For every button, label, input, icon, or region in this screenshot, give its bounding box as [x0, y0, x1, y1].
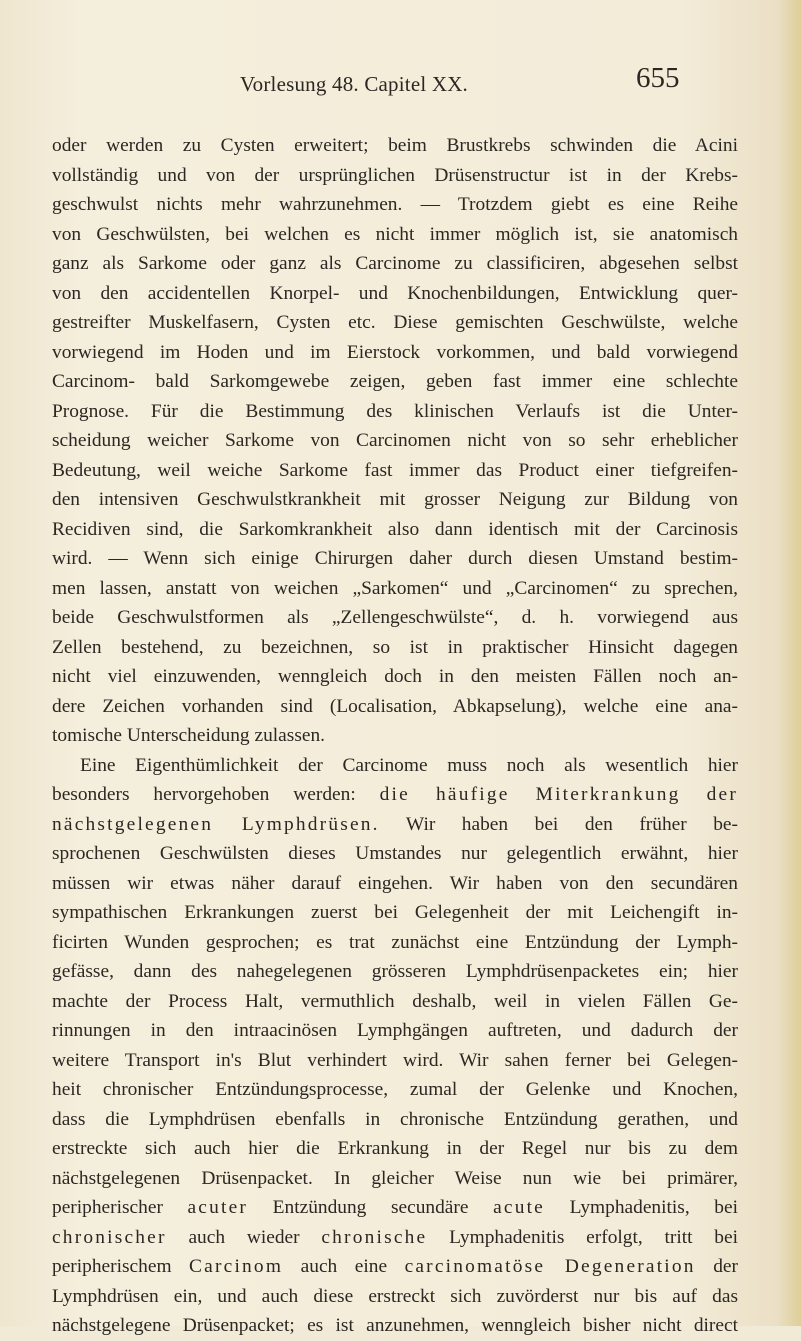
text-line: tomische Unterscheidung zulassen.	[52, 725, 326, 746]
text-line: von den accidentellen Knorpel- und Knochenbildungen, Entwicklung quer-	[52, 282, 738, 304]
text-line: Lymphdrüsen ein, und auch diese erstreckt sich zuvörderst nur bis auf das	[52, 1285, 738, 1307]
text-line-mixed	[52, 780, 738, 810]
text-run: peripherischer	[52, 1197, 163, 1218]
text-line: scheidung weicher Sarkome von Carcinomen nicht von so sehr erheblicher	[52, 430, 738, 451]
text-line: vollständig und von der ursprünglichen Drüsenstructur ist in der Krebs-	[52, 164, 738, 186]
text-line: nächstgelegene Drüsenpacket; es ist anzunehmen, wenngleich bisher nicht direct	[52, 1315, 738, 1336]
text-line: geschwulst nichts mehr wahrzunehmen. — Trotzdem giebt es eine Reihe	[52, 194, 738, 215]
text-run: Wir haben bei den früher be-	[405, 813, 738, 835]
page-edge-shadow	[777, 0, 801, 1326]
text-line: rinnungen in den intraacinösen Lymphgängen auftreten, und dadurch der	[52, 1020, 738, 1041]
text-line: gefässe, dann des nahegelegenen grösseren Lymphdrüsenpacketes ein; hier	[52, 961, 738, 982]
running-head: Vorlesung 48. Capitel XX.	[240, 72, 469, 96]
text-line-mixed	[52, 810, 738, 840]
emphasis-spaced: nächstgelegenen Lymphdrüsen.	[52, 813, 380, 835]
text-line: vorwiegend im Hoden und im Eierstock vorkommen, und bald vorwiegend	[52, 341, 738, 363]
text-line: müssen wir etwas näher darauf eingehen. Wir haben von den secundären	[52, 872, 738, 894]
text-line: erstreckte sich auch hier die Erkrankung in der Regel nur bis zu dem	[52, 1138, 738, 1159]
emphasis-spaced: Carcinom	[189, 1256, 284, 1277]
text-run: besonders hervorgehoben werden:	[52, 784, 356, 805]
text-run: Lymphadenitis, bei	[569, 1197, 738, 1218]
emphasis-spaced: chronischer	[52, 1226, 167, 1248]
emphasis-spaced: chronische	[321, 1226, 428, 1248]
text-run: Lymphadenitis erfolgt, tritt bei	[449, 1226, 738, 1248]
text-run: auch wieder	[188, 1226, 300, 1248]
body-text	[52, 131, 738, 1341]
text-line: Zellen bestehend, zu bezeichnen, so ist in praktischer Hinsicht dagegen	[52, 636, 738, 658]
text-line: wird. — Wenn sich einige Chirurgen daher durch diesen Umstand bestim-	[52, 548, 738, 569]
text-line: nächstgelegenen Drüsenpacket. In gleicher Weise nun wie bei primärer,	[52, 1167, 738, 1189]
text-line: oder werden zu Cysten erweitert; beim Brustkrebs schwinden die Acini	[52, 135, 738, 156]
page-number: 655	[636, 62, 680, 94]
emphasis-spaced: acute	[493, 1197, 545, 1218]
text-line: nicht viel einzuwenden, wenngleich doch in den meisten Fällen noch an-	[52, 666, 738, 687]
text-line: machte der Process Halt, vermuthlich deshalb, weil in vielen Fällen Ge-	[52, 990, 738, 1012]
text-line: dere Zeichen vorhanden sind (Localisation, Abkapselung), welche eine ana-	[52, 695, 738, 717]
text-line-mixed	[52, 1193, 738, 1223]
text-line: Carcinom- bald Sarkomgewebe zeigen, geben fast immer eine schlechte	[52, 371, 738, 392]
text-line: Prognose. Für die Bestimmung des klinischen Verlaufs ist die Unter-	[52, 400, 738, 422]
text-line-mixed	[52, 1252, 738, 1282]
text-line-mixed	[52, 1223, 738, 1253]
text-line: Recidiven sind, die Sarkomkrankheit also dann identisch mit der Carcinosis	[52, 518, 738, 540]
text-line: men lassen, anstatt von weichen „Sarkomen“ und „Carcinomen“ zu sprechen,	[52, 577, 738, 599]
emphasis-spaced: acuter	[187, 1197, 249, 1218]
emphasis-spaced: carcinomatöse Degeneration	[404, 1256, 696, 1277]
text-line: sprochenen Geschwülsten dieses Umstandes nur gelegentlich erwähnt, hier	[52, 843, 738, 864]
text-run: Entzündung secundäre	[272, 1197, 469, 1218]
text-line: weitere Transport in's Blut verhindert wird. Wir sahen ferner bei Gelegen-	[52, 1049, 738, 1071]
text-line: gestreifter Muskelfasern, Cysten etc. Diese gemischten Geschwülste, welche	[52, 312, 738, 333]
text-line: Bedeutung, weil weiche Sarkome fast immer das Product einer tiefgreifen-	[52, 459, 738, 481]
text-run: der	[713, 1256, 738, 1277]
text-run: peripherischem	[52, 1256, 172, 1277]
text-line: dass die Lymphdrüsen ebenfalls in chronische Entzündung gerathen, und	[52, 1108, 738, 1130]
page-header	[0, 62, 801, 110]
text-line: heit chronischer Entzündungsprocesse, zumal der Gelenke und Knochen,	[52, 1079, 738, 1100]
text-line: ganz als Sarkome oder ganz als Carcinome zu classificiren, abgesehen selbst	[52, 253, 738, 274]
text-line: beide Geschwulstformen als „Zellengeschwülste“, d. h. vorwiegend aus	[52, 607, 738, 628]
text-line: sympathischen Erkrankungen zuerst bei Gelegenheit der mit Leichengift in-	[52, 902, 738, 923]
text-run: auch eine	[300, 1256, 388, 1277]
text-line: Eine Eigenthümlichkeit der Carcinome muss noch als wesentlich hier	[80, 754, 738, 776]
emphasis-spaced: die häufige Miterkrankung der	[379, 784, 738, 805]
text-line: ficirten Wunden gesprochen; es trat zunächst eine Entzündung der Lymph-	[52, 931, 738, 953]
text-line: den intensiven Geschwulstkrankheit mit grosser Neigung zur Bildung von	[52, 489, 738, 510]
text-line: von Geschwülsten, bei welchen es nicht immer möglich ist, sie anatomisch	[52, 223, 738, 245]
